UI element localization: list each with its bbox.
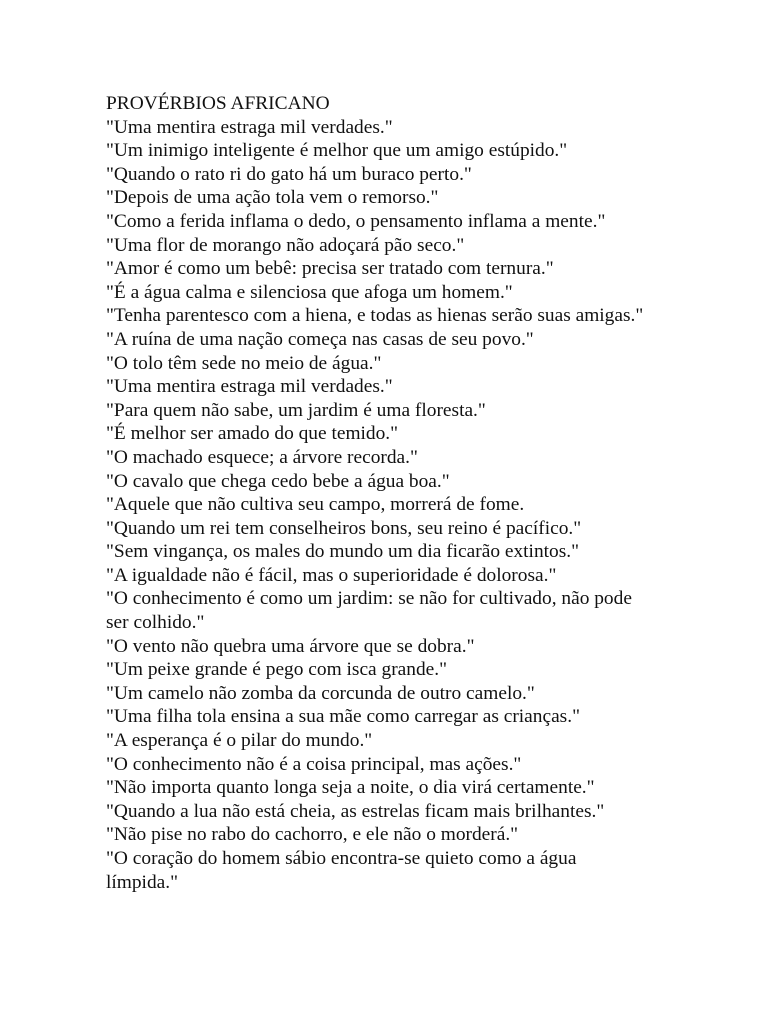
proverb-item: "É melhor ser amado do que temido.": [106, 423, 399, 445]
proverb-item: "Uma mentira estraga mil verdades.": [106, 116, 393, 138]
proverb-item: "A igualdade não é fácil, mas o superioridade é dolorosa.": [106, 564, 557, 586]
proverb-item: "Depois de uma ação tola vem o remorso.": [106, 187, 439, 209]
proverb-item: "A ruína de uma nação começa nas casas de seu povo.": [106, 328, 534, 350]
proverb-list: [106, 116, 646, 895]
proverb-item: "A esperança é o pilar do mundo.": [106, 730, 373, 752]
proverb-item: "Um camelo não zomba da corcunda de outro camelo.": [106, 682, 535, 704]
proverb-item: "O tolo têm sede no meio de água.": [106, 352, 382, 374]
proverb-item: "O cavalo que chega cedo bebe a água boa.": [106, 470, 450, 492]
proverb-item: "Quando o rato ri do gato há um buraco perto.": [106, 163, 472, 185]
proverb-item: "O conhecimento é como um jardim: se não for cultivado, não pode ser colhido.": [106, 588, 632, 634]
proverb-item: "Quando a lua não está cheia, as estrelas ficam mais brilhantes.": [106, 800, 605, 822]
proverb-item: "Não pise no rabo do cachorro, e ele não o morderá.": [106, 824, 519, 846]
proverb-item: "Um peixe grande é pego com isca grande.": [106, 659, 448, 681]
document-body: [106, 92, 646, 894]
proverb-item: "Uma mentira estraga mil verdades.": [106, 376, 393, 398]
document-title: PROVÉRBIOS AFRICANO: [106, 93, 330, 114]
proverb-item: "Não importa quanto longa seja a noite, o dia virá certamente.": [106, 777, 595, 799]
proverb-item: "Para quem não sabe, um jardim é uma floresta.": [106, 399, 486, 421]
proverb-item: "Um inimigo inteligente é melhor que um amigo estúpido.": [106, 140, 568, 162]
proverb-item: "Uma filha tola ensina a sua mãe como carregar as crianças.": [106, 706, 580, 728]
proverb-item: "Aquele que não cultiva seu campo, morrerá de fome.: [106, 494, 525, 516]
proverb-item: "Sem vingança, os males do mundo um dia ficarão extintos.": [106, 541, 580, 563]
proverb-item: "Como a ferida inflama o dedo, o pensamento inflama a mente.": [106, 210, 606, 232]
proverb-item: "Tenha parentesco com a hiena, e todas as hienas serão suas amigas.": [106, 305, 644, 327]
proverb-item: "Uma flor de morango não adoçará pão seco.": [106, 234, 465, 256]
proverb-item: "O vento não quebra uma árvore que se dobra.": [106, 635, 475, 657]
proverb-item: "Quando um rei tem conselheiros bons, seu reino é pacífico.": [106, 517, 582, 539]
proverb-item: "O coração do homem sábio encontra-se quieto como a água límpida.": [106, 848, 577, 893]
proverb-item: "O conhecimento não é a coisa principal, mas ações.": [106, 753, 522, 775]
proverb-item: "O machado esquece; a árvore recorda.": [106, 446, 418, 468]
proverb-item: "Amor é como um bebê: precisa ser tratado com ternura.": [106, 258, 554, 280]
proverb-item: "É a água calma e silenciosa que afoga um homem.": [106, 281, 513, 303]
